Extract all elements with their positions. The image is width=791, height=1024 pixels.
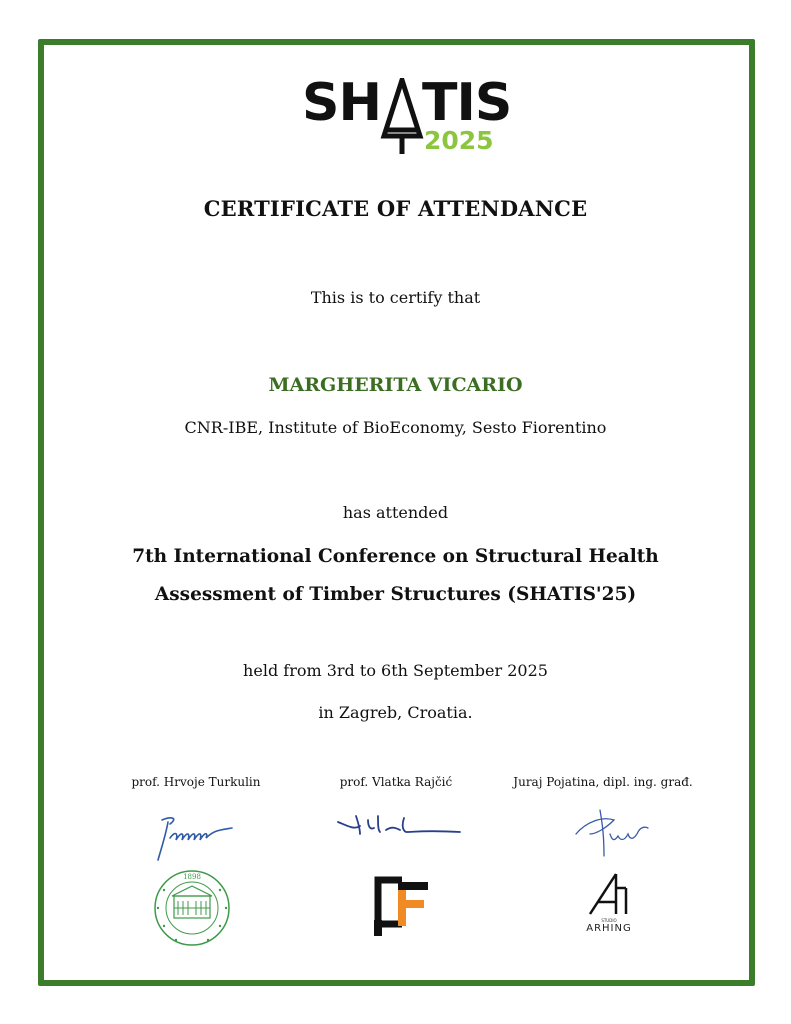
logo-word-right: TIS bbox=[422, 73, 512, 133]
shatis-logo bbox=[300, 72, 512, 162]
seal-year: 1898 bbox=[183, 873, 201, 881]
signature-2 bbox=[334, 812, 464, 840]
faculty-seal-logo bbox=[150, 868, 234, 948]
attendee-affiliation: CNR-IBE, Institute of BioEconomy, Sesto Fiorentino bbox=[184, 418, 607, 437]
signatory-2-name: prof. Vlatka Rajčić bbox=[339, 775, 453, 789]
certificate-title: CERTIFICATE OF ATTENDANCE bbox=[203, 196, 588, 221]
faculty-gf-logo bbox=[374, 876, 434, 938]
logo-triangle-icon bbox=[380, 78, 424, 156]
arhing-studio-label: STUDIO bbox=[601, 918, 617, 923]
conference-title-line-1: 7th International Conference on Structural Health bbox=[132, 546, 659, 567]
conference-location: in Zagreb, Croatia. bbox=[318, 703, 473, 722]
signature-1 bbox=[148, 808, 240, 866]
logo-word-left: SH bbox=[302, 73, 381, 133]
certify-text: This is to certify that bbox=[310, 288, 481, 307]
conference-title-line-2: Assessment of Timber Structures (SHATIS'25) bbox=[154, 584, 637, 605]
signature-3 bbox=[566, 804, 652, 860]
signatory-1-name: prof. Hrvoje Turkulin bbox=[131, 775, 261, 789]
conference-dates: held from 3rd to 6th September 2025 bbox=[243, 661, 548, 680]
attendee-name: MARGHERITA VICARIO bbox=[268, 374, 523, 396]
arhing-triangle-icon bbox=[586, 872, 632, 918]
arhing-name: ARHING bbox=[586, 923, 632, 934]
attended-text: has attended bbox=[342, 503, 449, 522]
logo-year: 2025 bbox=[424, 126, 494, 155]
signatory-3-name: Juraj Pojatina, dipl. ing. građ. bbox=[513, 775, 693, 789]
arhing-logo bbox=[578, 872, 640, 946]
conference-title bbox=[0, 538, 791, 614]
